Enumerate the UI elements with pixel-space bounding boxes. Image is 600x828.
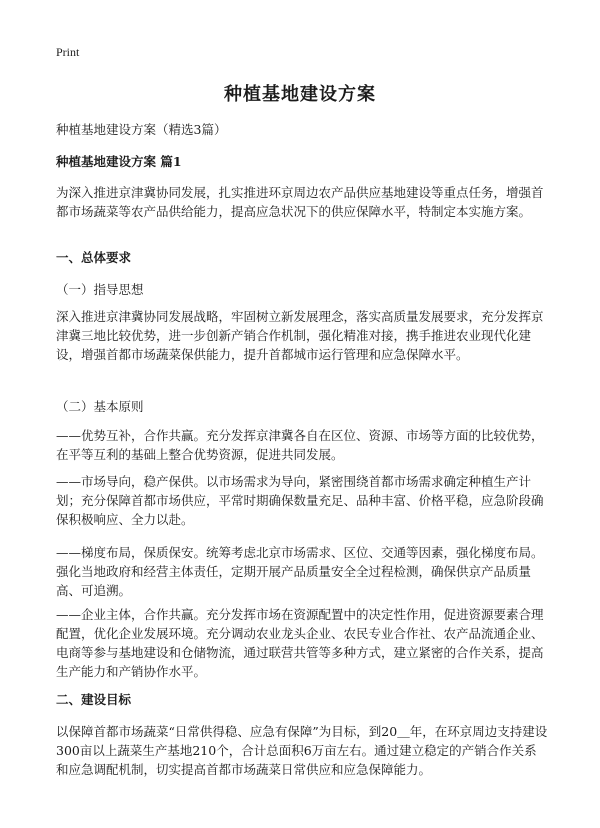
print-label[interactable]: Print (56, 45, 80, 59)
paragraph-principle-4: ——企业主体，合作共赢。充分发挥市场在资源配置中的决定性作用，促进资源要素合理配置，优化企业发展环境。充分调动农业龙头企业、农民专业合作社、农产品流通企业、电商等参与基地建设和仓储物流，通过联营共管等多种方式，建立紧密的合作关系，提高生产能力和产销协作水平。 (56, 607, 544, 679)
paragraph-principle-1: ——优势互补，合作共赢。充分发挥京津冀各自在区位、资源、市场等方面的比较优势，在平等互利的基础上整合优势资源，促进共同发展。 (56, 428, 544, 462)
heading-general-requirements: 一、总体要求 (56, 250, 132, 265)
paragraph-principle-3: ——梯度布局，保质保安。统筹考虑北京市场需求、区位、交通等因素，强化梯度布局。强化当地政府和经营主体责任，定期开展产品质量安全全过程检测，确保供京产品质量高、可追溯。 (56, 545, 544, 598)
document-subtitle: 种植基地建设方案（精选3篇） (56, 122, 227, 137)
heading-construction-goals: 二、建设目标 (56, 692, 132, 707)
paragraph-construction-goals: 以保障首都市场蔬菜“日常供得稳、应急有保障”为目标，到20＿年，在环京周边支持建设300亩以上蔬菜生产基地210个，合计总面积6万亩左右。通过建立稳定的产销合作关系和应急调配机制，切实提高首都市场蔬菜日常供应和应急保障能力。 (56, 724, 548, 777)
section-title: 种植基地建设方案 篇1 (56, 154, 182, 169)
paragraph-guiding-ideology: 深入推进京津冀协同发展战略，牢固树立新发展理念，落实高质量发展要求，充分发挥京津冀三地比较优势，进一步创新产销合作机制，强化精准对接，携手推进农业现代化建设，增强首都市场蔬菜保供能力，提升首都城市运行管理和应急保障水平。 (56, 309, 544, 362)
page-title: 种植基地建设方案 (224, 84, 376, 105)
paragraph-principle-2: ——市场导向，稳产保供。以市场需求为导向，紧密围绕首都市场需求确定种植生产计划；充分保障首都市场供应，平常时期确保数量充足、品种丰富、价格平稳，应急阶段确保积极响应、全力以赴。 (56, 474, 544, 527)
intro-paragraph: 为深入推进京津冀协同发展，扎实推进环京周边农产品供应基地建设等重点任务，增强首都市场蔬菜等农产品供给能力，提高应急状况下的供应保障水平，特制定本实施方案。 (56, 185, 544, 219)
subheading-basic-principles: （二）基本原则 (56, 399, 144, 414)
subheading-guiding-ideology: （一）指导思想 (56, 282, 144, 297)
